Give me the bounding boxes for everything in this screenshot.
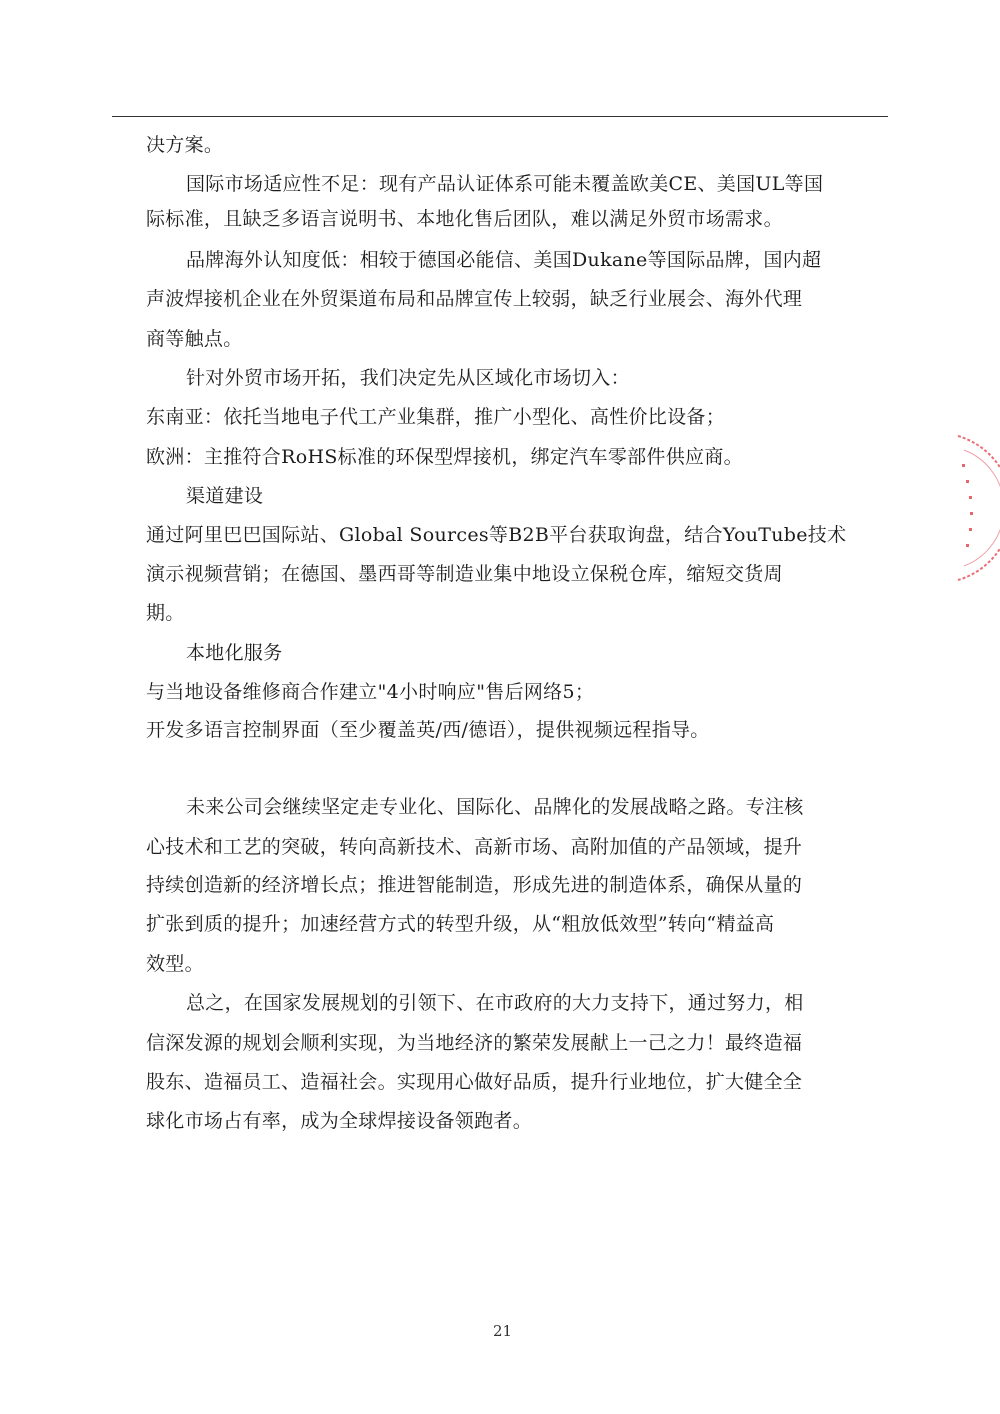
body-line: 声波焊接机企业在外贸渠道布局和品牌宣传上较弱，缺乏行业展会、海外代理 bbox=[146, 288, 803, 310]
header-rule bbox=[112, 116, 888, 117]
body-line: 扩张到质的提升；加速经营方式的转型升级，从“粗放低效型”转向“精益高 bbox=[146, 913, 775, 935]
body-line: 心技术和工艺的突破，转向高新技术、高新市场、高附加值的产品领域，提升 bbox=[146, 836, 803, 858]
body-line: 针对外贸市场开拓，我们决定先从区域化市场切入： bbox=[186, 367, 630, 389]
body-line: 信深发源的规划会顺利实现，为当地经济的繁荣发展献上一己之力！最终造福 bbox=[146, 1032, 803, 1054]
body-line: 品牌海外认知度低：相较于德国必能信、美国Dukane等国际品牌，国内超 bbox=[186, 249, 822, 271]
body-line: 通过阿里巴巴国际站、Global Sources等B2B平台获取询盘，结合YouTube技术 bbox=[146, 524, 847, 546]
body-line: 东南亚：依托当地电子代工产业集群，推广小型化、高性价比设备； bbox=[146, 406, 726, 428]
body-line: 欧洲：主推符合RoHS标准的环保型焊接机，绑定汽车零部件供应商。 bbox=[146, 446, 743, 468]
body-line: 决方案。 bbox=[146, 134, 224, 156]
section-heading: 渠道建设 bbox=[186, 485, 264, 507]
body-line: 总之，在国家发展规划的引领下、在市政府的大力支持下，通过努力，相 bbox=[186, 992, 804, 1014]
body-line: 期。 bbox=[146, 602, 185, 624]
body-line: 未来公司会继续坚定走专业化、国际化、品牌化的发展战略之路。专注核 bbox=[186, 796, 804, 818]
section-heading: 本地化服务 bbox=[186, 642, 283, 664]
body-line: 开发多语言控制界面（至少覆盖英/西/德语），提供视频远程指导。 bbox=[146, 719, 710, 741]
page-number: 21 bbox=[493, 1322, 513, 1340]
body-line: 演示视频营销；在德国、墨西哥等制造业集中地设立保税仓库，缩短交货周 bbox=[146, 563, 783, 585]
body-line: 效型。 bbox=[146, 953, 204, 975]
body-line: 股东、造福员工、造福社会。实现用心做好品质，提升行业地位，扩大健全全 bbox=[146, 1071, 803, 1093]
body-line: 球化市场占有率，成为全球焊接设备领跑者。 bbox=[146, 1110, 533, 1132]
seal-stamp-icon bbox=[950, 428, 1000, 588]
body-line: 与当地设备维修商合作建立"4小时响应"售后网络5； bbox=[146, 681, 595, 703]
body-line: 持续创造新的经济增长点；推进智能制造，形成先进的制造体系，确保从量的 bbox=[146, 874, 803, 896]
body-line: 际标准，且缺乏多语言说明书、本地化售后团队，难以满足外贸市场需求。 bbox=[146, 208, 783, 230]
body-line: 商等触点。 bbox=[146, 328, 243, 350]
body-line: 国际市场适应性不足：现有产品认证体系可能未覆盖欧美CE、美国UL等国 bbox=[186, 173, 824, 195]
